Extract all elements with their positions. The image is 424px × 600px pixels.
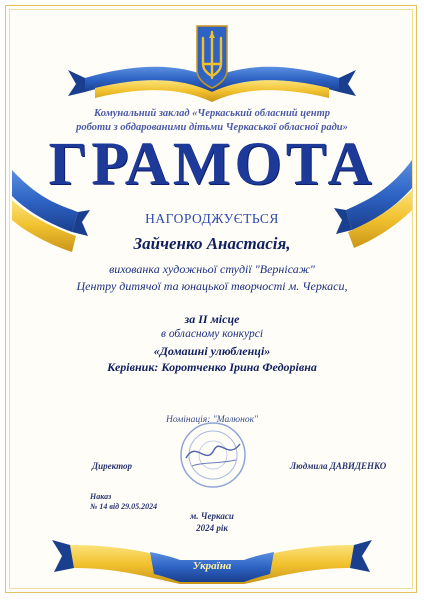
organization-line-1: Комунальний заклад «Черкаський обласний центр (94, 108, 330, 119)
award-label: НАГОРОДЖУЄТЬСЯ (145, 211, 279, 226)
seal-stamp-icon (178, 420, 248, 490)
organization-line-2: роботи з обдарованими дітьми Черкаської обласної ради» (76, 122, 348, 133)
certificate-title: ГРАМОТА (48, 131, 376, 198)
city: м. Черкаси (190, 511, 234, 521)
leader-name: Керівник: Коротченко Ірина Федорівна (107, 360, 317, 374)
director-label: Директор (92, 461, 132, 471)
competition-name: «Домашні улюбленці» (153, 344, 271, 358)
competition-label: в обласному конкурсі (160, 328, 264, 340)
description-line-2: Центру дитячої та юнацької творчості м. Черкаси, (76, 279, 348, 293)
ribbon-label: Україна (192, 560, 232, 572)
order-label: Наказ (90, 492, 112, 501)
signature-icon (186, 444, 240, 458)
director-name: Людмила ДАВИДЕНКО (290, 461, 387, 471)
recipient-name: Зайченко Анастасія, (133, 234, 291, 253)
order-reference (90, 492, 157, 512)
trident-emblem-icon (197, 26, 227, 88)
description-line-1: вихованка художньої студії "Вернісаж" (109, 262, 315, 276)
nomination: Номінація: "Малюнок" (165, 415, 258, 425)
award-place: за ІІ місце (184, 312, 240, 326)
order-number: № 14 від 29.05.2024 (90, 502, 158, 511)
year: 2024 рік (196, 523, 228, 533)
